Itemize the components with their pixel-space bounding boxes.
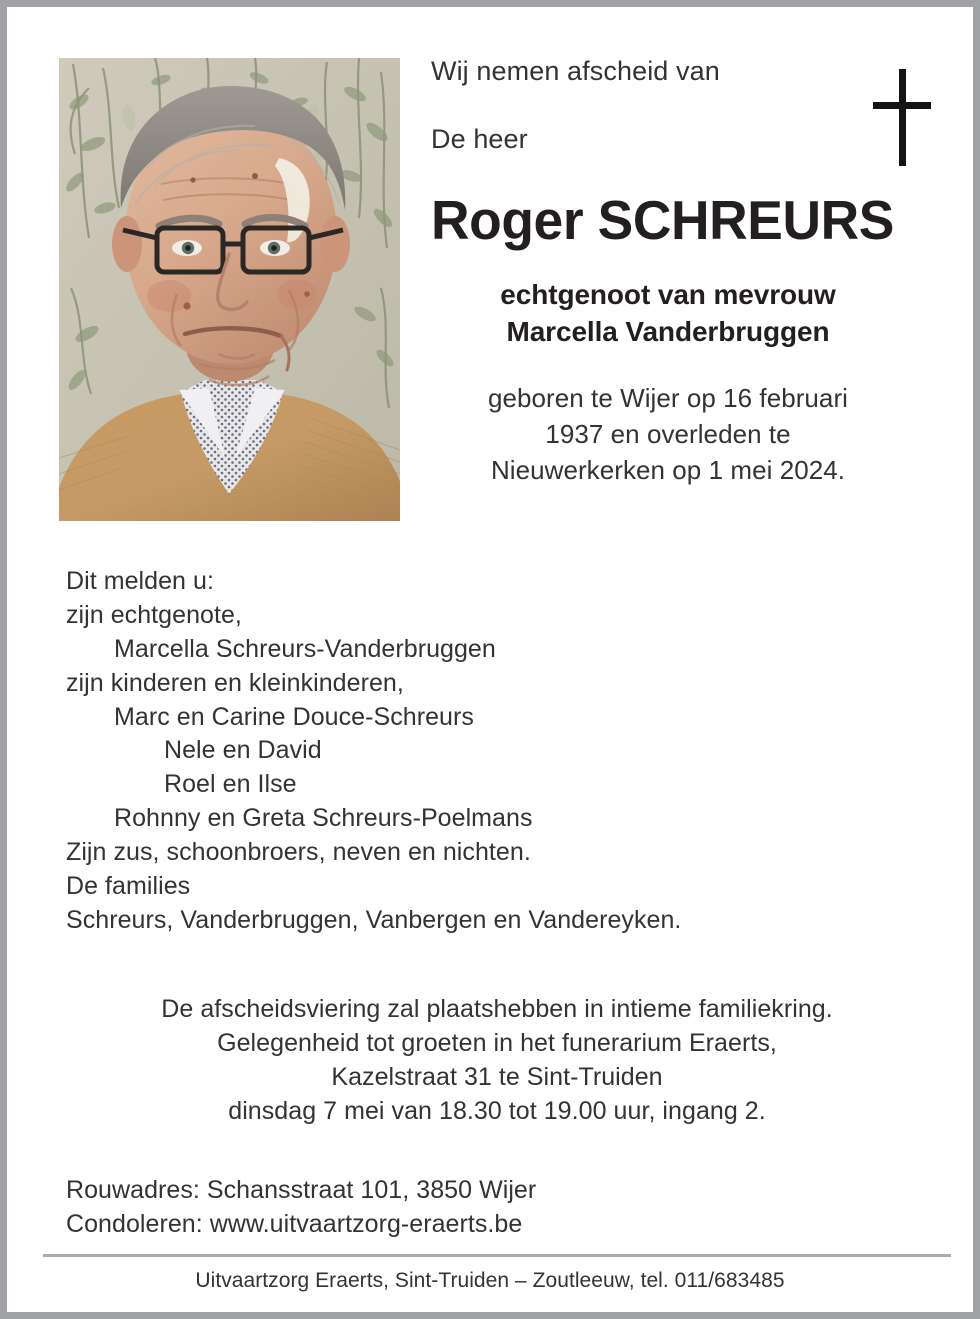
family-line: Rohnny en Greta Schreurs-Poelmans — [114, 804, 533, 833]
spouse-block — [424, 276, 912, 350]
ceremony-line: Kazelstraat 31 te Sint-Truiden — [331, 1063, 663, 1091]
family-line: Dit melden u: — [66, 567, 214, 595]
spouse-line: echtgenoot van mevrouw — [500, 278, 836, 310]
family-line: zijn kinderen en kleinkinderen, — [66, 668, 404, 697]
deceased-portrait-photo — [59, 58, 400, 521]
notice-header-region — [7, 7, 973, 535]
header-text-column — [424, 55, 912, 489]
spouse-line: Marcella Vanderbruggen — [506, 316, 830, 348]
birth-death-block — [424, 381, 912, 489]
ceremony-details-block — [47, 992, 947, 1128]
honorific-line: De heer — [431, 123, 528, 154]
announcing-family-block — [66, 565, 936, 938]
family-line: Marcella Schreurs-Vanderbruggen — [114, 634, 496, 663]
footer-divider — [43, 1254, 951, 1257]
ceremony-line: De afscheidsviering zal plaatshebben in intieme familiekring. — [161, 995, 833, 1023]
contact-block — [66, 1173, 936, 1241]
funeral-home-footer: Uitvaartzorg Eraerts, Sint-Truiden – Zoutleeuw, tel. 011/683485 — [195, 1269, 785, 1292]
birth-death-line: 1937 en overleden te — [545, 419, 791, 450]
family-line: De families — [66, 871, 191, 900]
ceremony-line: dinsdag 7 mei van 18.30 tot 19.00 uur, ingang 2. — [228, 1097, 766, 1125]
deceased-name: Roger SCHREURS — [431, 188, 894, 251]
family-line: Roel en Ilse — [164, 770, 297, 799]
ceremony-line: Gelegenheid tot groeten in het funerarium Eraerts, — [217, 1029, 777, 1057]
family-line: Nele en David — [164, 736, 322, 765]
mourning-address-line: Rouwadres: Schansstraat 101, 3850 Wijer — [66, 1176, 537, 1204]
family-line: Zijn zus, schoonbroers, neven en nichten. — [66, 838, 531, 866]
family-line: zijn echtgenote, — [66, 600, 242, 629]
farewell-intro-line: Wij nemen afscheid van — [431, 56, 720, 86]
birth-death-line: Nieuwerkerken op 1 mei 2024. — [490, 455, 846, 486]
family-line: Marc en Carine Douce-Schreurs — [114, 702, 474, 731]
family-line: Schreurs, Vanderbruggen, Vanbergen en Vandereyken. — [66, 905, 682, 934]
notice-content — [7, 7, 973, 1312]
condolence-url-line[interactable]: Condoleren: www.uitvaartzorg-eraerts.be — [66, 1210, 523, 1238]
birth-death-line: geboren te Wijer op 16 februari — [488, 383, 848, 414]
